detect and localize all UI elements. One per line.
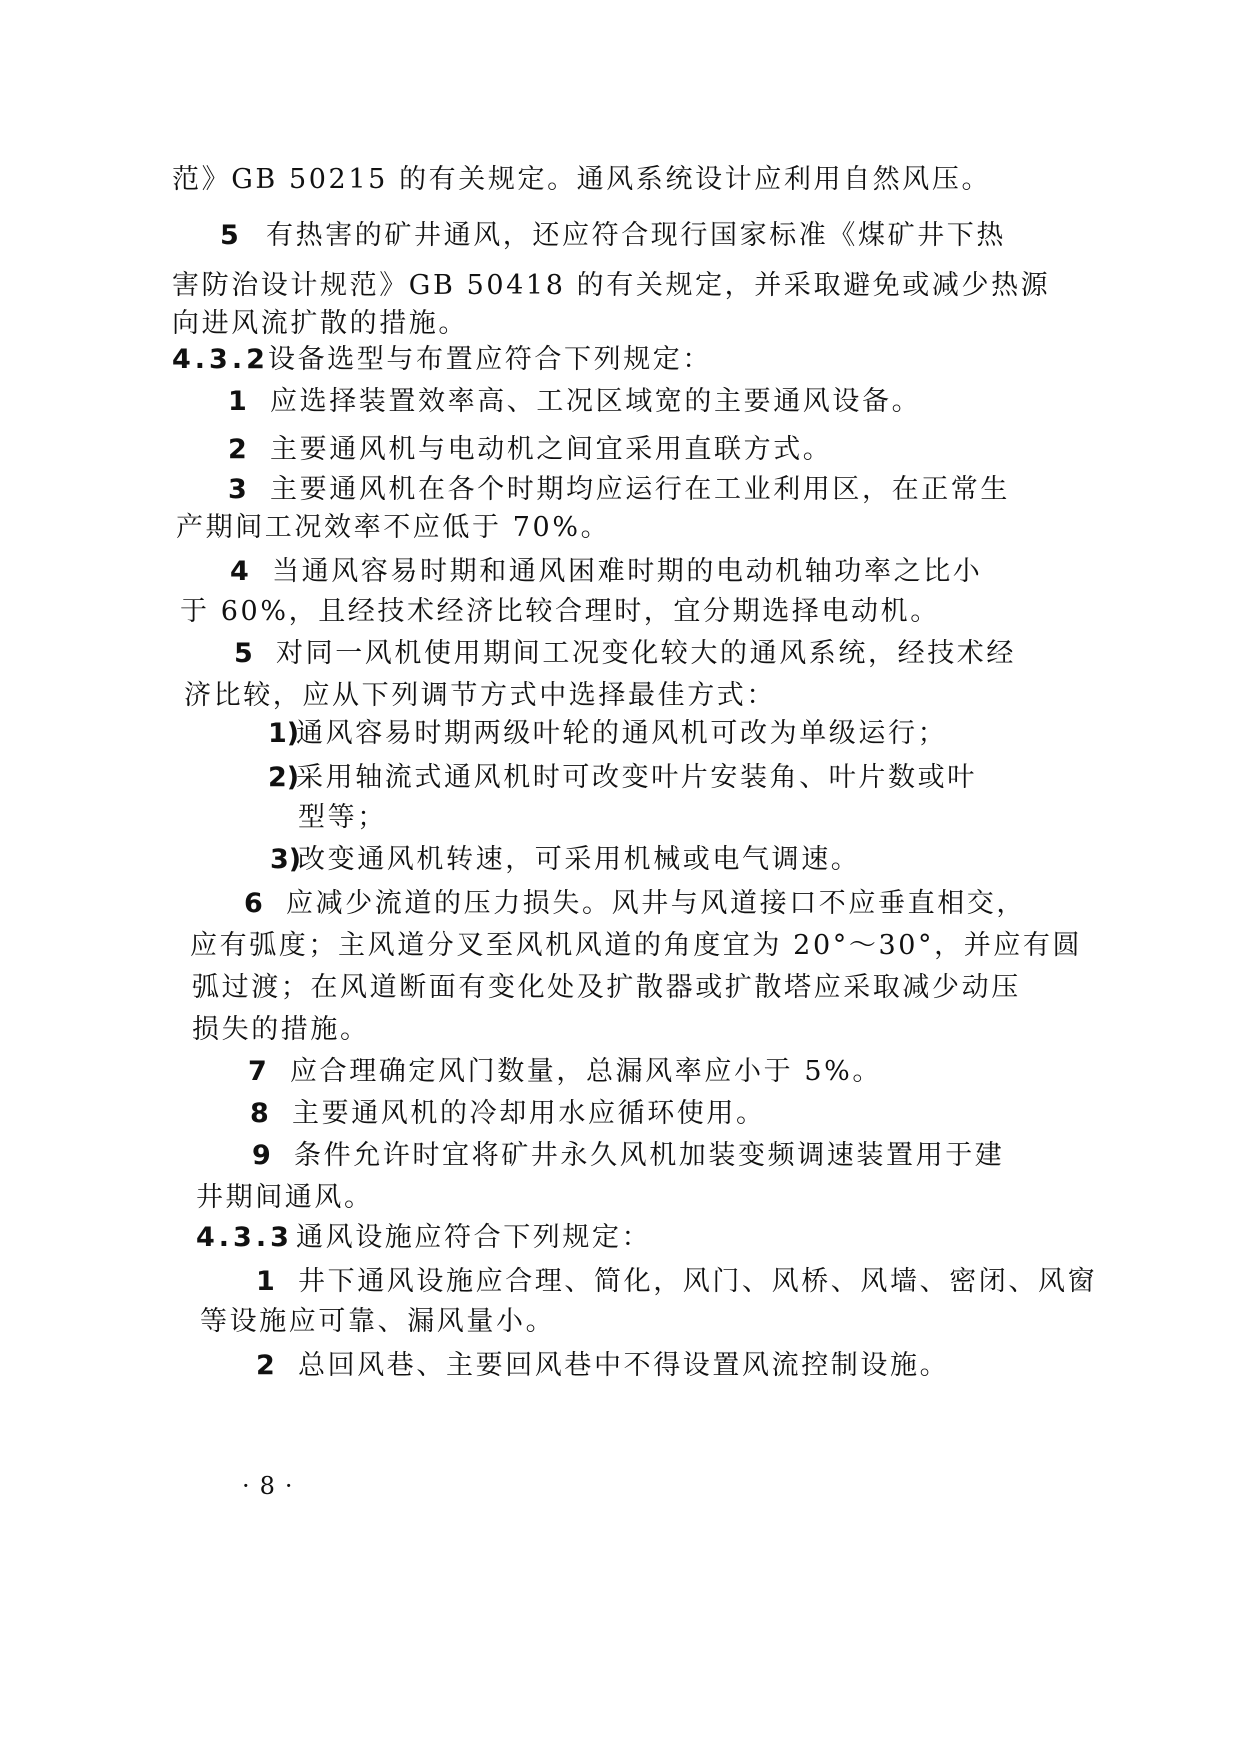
line-text: 当通风容易时期和通风困难时期的电动机轴功率之比小 xyxy=(272,556,983,587)
list-item xyxy=(228,382,921,422)
line-text: 于 60%，且经技术经济比较合理时，宜分期选择电动机。 xyxy=(180,596,940,627)
line-text: 有热害的矿井通风，还应符合现行国家标准《煤矿井下热 xyxy=(266,220,1006,251)
line-text: 改变通风机转速，可采用机械或电气调速。 xyxy=(298,844,861,875)
list-item xyxy=(244,884,1026,924)
text-line xyxy=(172,266,1050,306)
line-text: 井下通风设施应合理、简化，风门、风桥、风墙、密闭、风窗 xyxy=(298,1266,1098,1297)
sub-list-item xyxy=(268,758,977,798)
list-item xyxy=(256,1346,949,1386)
line-text: 通风容易时期两级叶轮的通风机可改为单级运行； xyxy=(296,718,948,749)
item-number: 7 xyxy=(248,1056,267,1087)
line-text: 型等； xyxy=(298,802,387,833)
line-text: 范》GB 50215 的有关规定。通风系统设计应利用自然风压。 xyxy=(172,164,992,195)
list-item xyxy=(230,552,982,592)
item-number: 2 xyxy=(228,434,247,465)
text-line xyxy=(190,926,1082,966)
text-line xyxy=(180,592,940,632)
item-number: 2 xyxy=(256,1350,275,1381)
list-item xyxy=(256,1262,1097,1302)
item-number: 3 xyxy=(228,474,247,505)
line-text: 应合理确定风门数量，总漏风率应小于 5%。 xyxy=(290,1056,883,1087)
item-number: 6 xyxy=(244,888,263,919)
line-text: 济比较，应从下列调节方式中选择最佳方式： xyxy=(184,680,776,711)
line-text: 产期间工况效率不应低于 70%。 xyxy=(176,512,611,543)
sub-item-number: 3) xyxy=(270,844,302,875)
item-number: 5 xyxy=(234,638,253,669)
line-text: 主要通风机的冷却用水应循环使用。 xyxy=(292,1098,766,1129)
sub-item-number: 1) xyxy=(268,718,300,749)
list-item xyxy=(252,1136,1004,1176)
section-number: 4.3.3 xyxy=(196,1222,293,1253)
line-text: 主要通风机与电动机之间宜采用直联方式。 xyxy=(270,434,833,465)
list-item xyxy=(234,634,1016,674)
line-text: 采用轴流式通风机时可改变叶片安装角、叶片数或叶 xyxy=(296,762,977,793)
list-item xyxy=(248,1052,882,1092)
text-line xyxy=(192,968,1021,1008)
text-line xyxy=(176,508,610,548)
line-text: 弧过渡；在风道断面有变化处及扩散器或扩散塔应采取减少动压 xyxy=(192,972,1021,1003)
line-text: 井期间通风。 xyxy=(196,1182,374,1213)
line-text: 应有弧度；主风道分叉至风机风道的角度宜为 20°～30°，并应有圆 xyxy=(190,930,1083,961)
text-line xyxy=(196,1178,374,1218)
line-text: 总回风巷、主要回风巷中不得设置风流控制设施。 xyxy=(298,1350,950,1381)
item-number: 8 xyxy=(250,1098,269,1129)
item-number: 9 xyxy=(252,1140,271,1171)
line-text: 向进风流扩散的措施。 xyxy=(172,308,468,339)
line-text: 主要通风机在各个时期均应运行在工业利用区，在正常生 xyxy=(270,474,1010,505)
section-number: 4.3.2 xyxy=(172,344,269,375)
list-item xyxy=(220,216,1006,256)
item-number: 1 xyxy=(256,1266,275,1297)
line-text: 应选择装置效率高、工况区域宽的主要通风设备。 xyxy=(270,386,922,417)
item-number: 4 xyxy=(230,556,249,587)
text-line xyxy=(172,160,991,200)
item-number: 1 xyxy=(228,386,247,417)
item-number: 5 xyxy=(220,220,239,251)
line-text: 条件允许时宜将矿井永久风机加装变频调速装置用于建 xyxy=(294,1140,1005,1171)
text-line xyxy=(298,798,387,838)
line-text: 应减少流道的压力损失。风井与风道接口不应垂直相交， xyxy=(286,888,1026,919)
text-line xyxy=(192,1010,370,1050)
text-line xyxy=(172,304,468,344)
line-text: 等设施应可靠、漏风量小。 xyxy=(200,1306,556,1337)
page-number: ·8· xyxy=(242,1472,303,1500)
list-item xyxy=(228,430,832,470)
sub-list-item xyxy=(268,714,947,754)
list-item xyxy=(228,470,1010,510)
section-heading xyxy=(172,340,712,380)
text-line xyxy=(200,1302,555,1342)
sub-list-item xyxy=(270,840,860,880)
sub-item-number: 2) xyxy=(268,762,300,793)
section-heading xyxy=(196,1218,651,1258)
list-item xyxy=(250,1094,766,1134)
line-text: 害防治设计规范》GB 50418 的有关规定，并采取避免或减少热源 xyxy=(172,270,1051,301)
section-title: 通风设施应符合下列规定： xyxy=(296,1222,652,1253)
section-title: 设备选型与布置应符合下列规定： xyxy=(268,344,712,375)
text-line xyxy=(184,676,776,716)
line-text: 损失的措施。 xyxy=(192,1014,370,1045)
line-text: 对同一风机使用期间工况变化较大的通风系统，经技术经 xyxy=(276,638,1016,669)
